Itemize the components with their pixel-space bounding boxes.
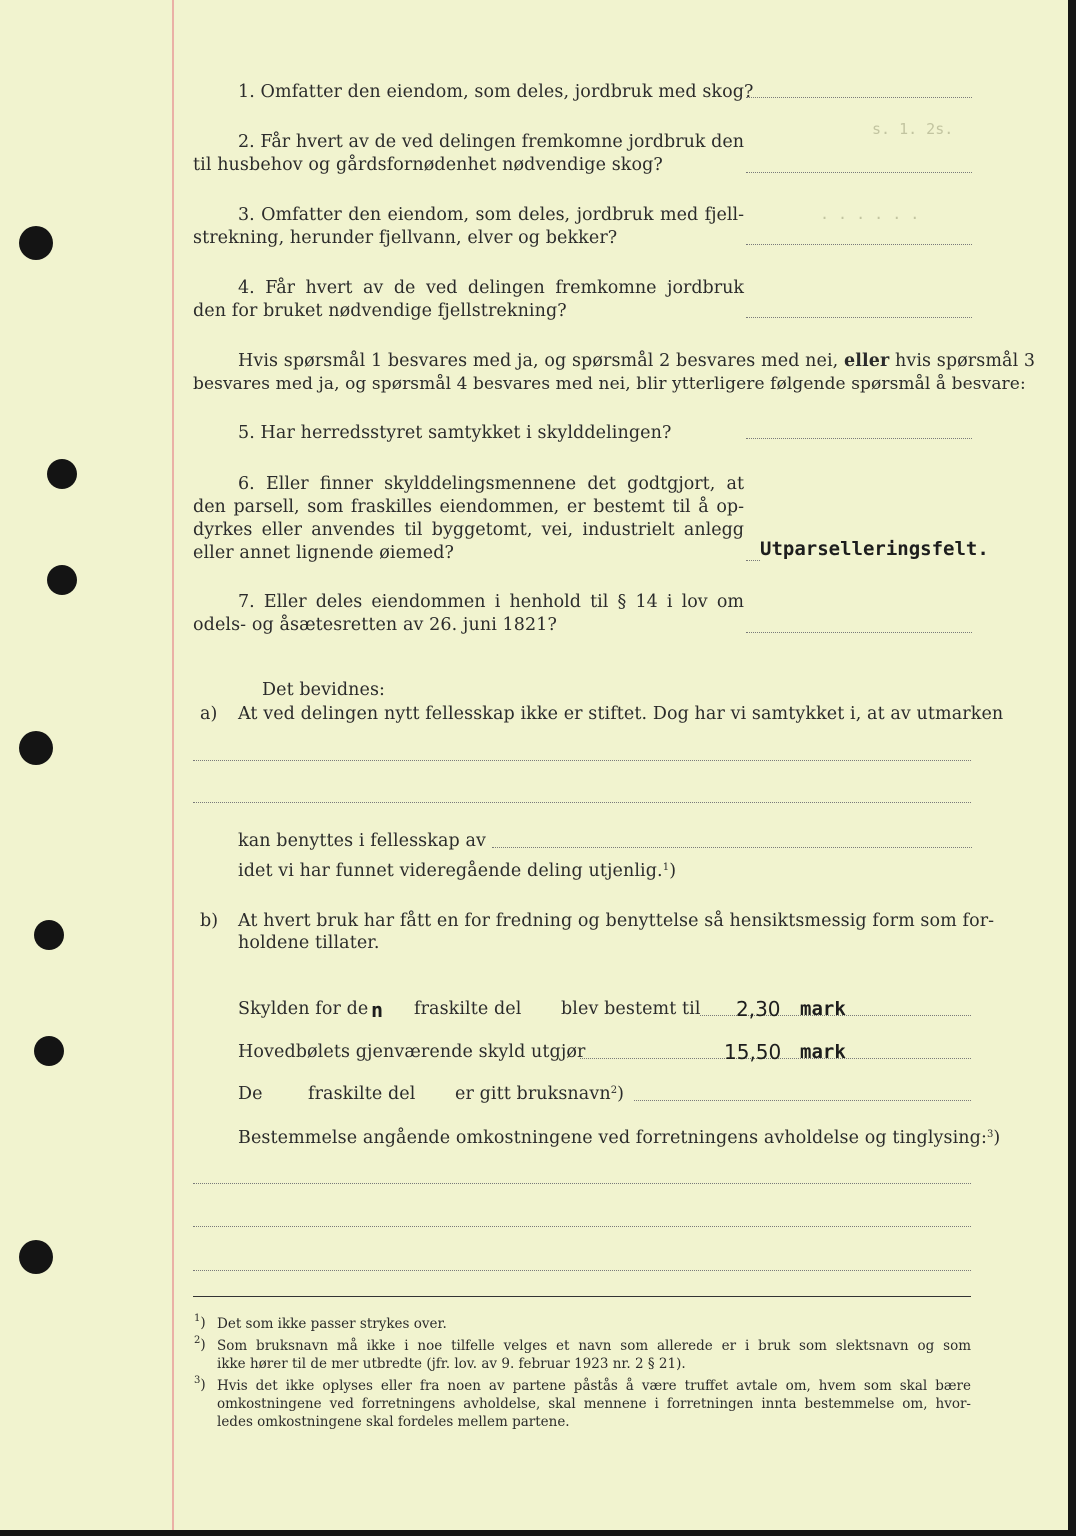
footnote-ref-1: 1 xyxy=(662,862,670,873)
skyld-unit-1: mark xyxy=(800,998,846,1020)
punch-hole xyxy=(19,1240,53,1274)
punch-hole xyxy=(34,1036,64,1066)
blev-bestemt-label: blev bestemt til xyxy=(561,999,701,1019)
item-a-text: At ved delingen nytt fellesskap ikke er stiftet. Dog har vi samtykket i, at av utmarken xyxy=(238,704,1004,724)
punch-hole xyxy=(47,565,77,595)
bestemmelse-label xyxy=(238,1127,1000,1152)
conditional-line-1 xyxy=(238,350,1035,373)
hovedbol-label: Hovedbølets gjenværende skyld utgjør xyxy=(238,1042,586,1062)
footnote-ref-paren: ) xyxy=(669,861,677,881)
skyld-value-2: 15,50 xyxy=(724,1040,782,1064)
bestemmelse-line-3 xyxy=(193,1270,971,1271)
bleed-through-mark: s. 1. 2s. xyxy=(872,120,954,138)
question-6-line-1: 6. Eller finner skylddelingsmennene det godtgjort, at xyxy=(238,474,744,494)
conditional-bold-eller: eller xyxy=(844,351,890,371)
footnote-3-line-1: Hvis det ikke oplyses eller fra noen av partene påstås å være truffet avtale om, hvem som skal bære xyxy=(217,1378,971,1394)
question-4-line-2: den for bruket nødvendige fjellstrekning? xyxy=(193,301,567,321)
footnote-2-mark: $^2$) xyxy=(194,1335,206,1353)
skyld-value-1: 2,30 xyxy=(736,997,781,1021)
fraskilte-label-2: fraskilte del xyxy=(308,1084,416,1104)
footnote-1-number: 1 xyxy=(194,1313,201,1324)
punch-hole xyxy=(47,459,77,489)
bleed-through-mark: . . . . . . xyxy=(820,205,920,223)
footnote-ref-2: 2 xyxy=(610,1085,618,1096)
question-3-line-1: 3. Omfatter den eiendom, som deles, jordbruk med fjell- xyxy=(238,205,744,225)
answer-line-5 xyxy=(746,438,972,439)
punch-hole xyxy=(19,226,53,260)
footnote-3-line-2: omkostningene ved forretningens avholdelse, skal mennene i forretningen innta bestemmelse om, hvor- xyxy=(217,1396,971,1412)
question-4-line-1: 4. Får hvert av de ved delingen fremkomne jordbruk xyxy=(238,278,744,298)
question-6-line-2: den parsell, som fraskilles eiendommen, er bestemt til å op- xyxy=(193,497,744,517)
bruksnavn-label xyxy=(455,1083,624,1108)
answer-line-3 xyxy=(746,244,972,245)
footnote-1-text: Det som ikke passer strykes over. xyxy=(217,1316,447,1332)
answer-line-7 xyxy=(746,632,972,633)
item-a-blank-line-1 xyxy=(193,760,971,761)
bruksnavn-text: er gitt bruksnavn xyxy=(455,1084,611,1104)
footnote-ref-paren: ) xyxy=(617,1084,625,1104)
skylden-handwritten-n: n xyxy=(371,998,384,1022)
question-7-line-2: odels- og åsætesretten av 26. juni 1821? xyxy=(193,615,557,635)
question-6-line-4: eller annet lignende øiemed? xyxy=(193,543,455,563)
punch-hole xyxy=(19,731,53,765)
question-7-line-1: 7. Eller deles eiendommen i henhold til § 14 i lov om xyxy=(238,592,744,612)
fellesskap-line xyxy=(492,847,972,848)
fraskilte-label: fraskilte del xyxy=(414,999,522,1019)
item-a-idet xyxy=(238,860,676,885)
bestemmelse-line-2 xyxy=(193,1226,971,1227)
footnote-separator xyxy=(193,1296,971,1297)
question-2-line-1: 2. Får hvert av de ved delingen fremkomne jordbruk den xyxy=(238,132,744,152)
conditional-text-a: Hvis spørsmål 1 besvares med ja, og spørsmål 2 besvares med nei, xyxy=(238,351,839,371)
question-2-line-2: til husbehov og gårdsfornødenhet nødvendige skog? xyxy=(193,155,663,175)
conditional-text-b: hvis spørsmål 3 xyxy=(894,351,1036,371)
footnote-1-mark: $^1$) xyxy=(194,1313,206,1331)
question-6-line-3: dyrkes eller anvendes til byggetomt, vei, industrielt anlegg xyxy=(193,520,744,540)
answer-line-6 xyxy=(746,560,760,561)
item-a-marker: a) xyxy=(200,704,218,724)
punch-hole xyxy=(34,920,64,950)
margin-rule xyxy=(172,0,174,1530)
question-1: 1. Omfatter den eiendom, som deles, jordbruk med skog? xyxy=(238,82,754,102)
footnote-2-line-1: Som bruksnavn må ikke i noe tilfelle velges et navn som allerede er i bruk som slektsnavn og som xyxy=(217,1338,971,1354)
bestemmelse-line-1 xyxy=(193,1183,971,1184)
footnote-3-number: 3 xyxy=(194,1375,201,1386)
item-b-marker: b) xyxy=(200,911,219,931)
item-a-idet-text: idet vi har funnet videregående deling utjenlig. xyxy=(238,861,663,881)
footnote-2-number: 2 xyxy=(194,1335,201,1346)
footnote-2-line-2: ikke hører til de mer utbredte (jfr. lov. av 9. februar 1923 nr. 2 § 21). xyxy=(217,1356,686,1372)
conditional-line-2: besvares med ja, og spørsmål 4 besvares med nei, blir ytterligere følgende spørsmål å besvare: xyxy=(193,374,1026,394)
item-b-line-2: holdene tillater. xyxy=(238,933,380,953)
footnote-ref-3: 3 xyxy=(986,1129,994,1140)
bevidnes-heading: Det bevidnes: xyxy=(262,680,386,700)
answer-line-2 xyxy=(746,172,972,173)
bruksnavn-line xyxy=(634,1100,971,1101)
de-label: De xyxy=(238,1084,263,1104)
item-b-line-1: At hvert bruk har fått en for fredning og benyttelse så hensiktsmessig form som for- xyxy=(238,911,995,931)
skyld-unit-2: mark xyxy=(800,1041,846,1063)
question-3-line-2: strekning, herunder fjellvann, elver og bekker? xyxy=(193,228,618,248)
answer-line-1 xyxy=(746,97,972,98)
footnote-ref-paren: ) xyxy=(993,1128,1001,1148)
footnote-3-mark: $^3$) xyxy=(194,1375,206,1393)
bestemmelse-text: Bestemmelse angående omkostningene ved forretningens avholdelse og tinglysing: xyxy=(238,1128,987,1148)
answer-line-4 xyxy=(746,317,972,318)
footnote-3-line-3: ledes omkostningene skal fordeles mellem partene. xyxy=(217,1414,570,1430)
skylden-label: Skylden for de xyxy=(238,999,369,1019)
item-a-kan-benyttes: kan benyttes i fellesskap av xyxy=(238,831,486,851)
item-a-blank-line-2 xyxy=(193,802,971,803)
question-5: 5. Har herredsstyret samtykket i skylddelingen? xyxy=(238,423,672,443)
answer-6-value: Utparselleringsfelt. xyxy=(760,538,989,560)
